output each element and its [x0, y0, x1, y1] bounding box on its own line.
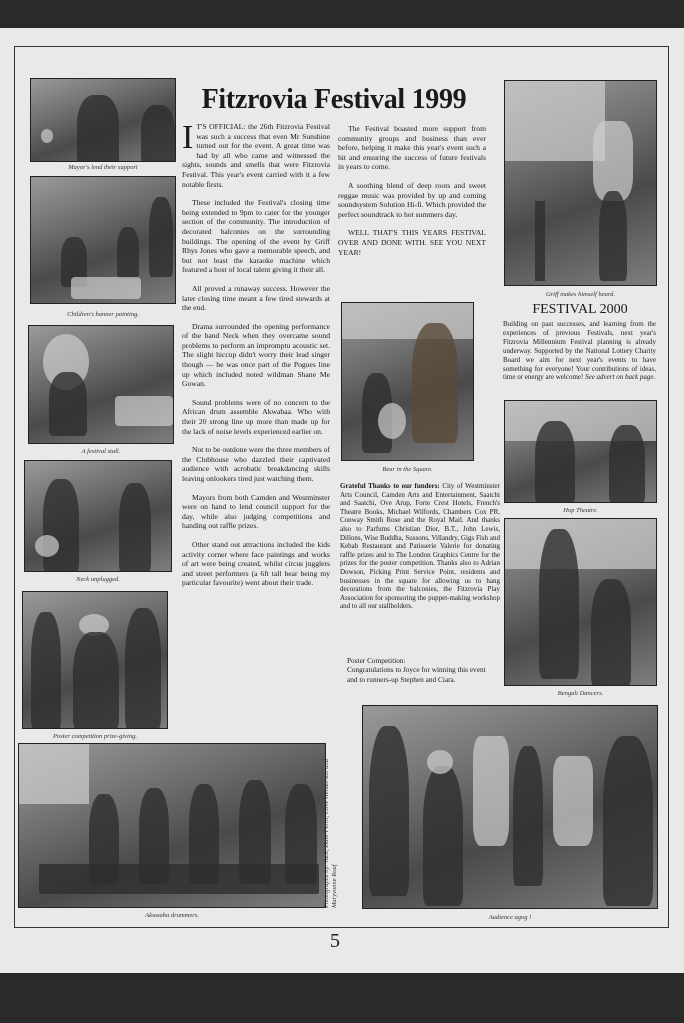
article-column-1	[182, 119, 330, 597]
photo-credit: Photographs by: Jack, Dave Ferro, Clive Henderson and Maryvonne Rouf	[323, 758, 338, 908]
caption-griff: Griff makes himself heard.	[545, 291, 616, 298]
photo-griff	[504, 80, 657, 286]
caption-mayors: Mayor's lend their support	[68, 164, 138, 171]
photo-akwaaba-drummers	[18, 743, 326, 908]
caption-hop-theatre: Hop Theatre.	[563, 507, 598, 514]
article-paragraph: The Festival boasted more support from community groups and business than ever before, helping it make this year's event such a hit and ensuring the success of future festivals in years to come.	[338, 124, 486, 172]
caption-poster-prize-giving: Poster competition prize-giving.	[53, 733, 137, 740]
poster-competition-body: Congratulations to Joyce for winning this event and to runners-up Stephen and Ciara.	[347, 665, 486, 684]
page-number: 5	[330, 930, 340, 952]
photo-hop-theatre	[504, 400, 657, 503]
article-paragraph: Sound problems were of no concern to the African drum assemble Akwabaa. Who with their 20 strong line up more than made up for the lack of noise levels experienced earlier on.	[182, 397, 330, 436]
article-paragraph: A soothing blend of deep roots and sweet reggae music was provided by up and coming soundsystem Solution Hi-fi. Which provided the perfect soundtrack to hot summers day.	[338, 180, 486, 219]
photo-audience	[362, 705, 658, 909]
article-column-2	[338, 124, 486, 266]
festival-2000-body	[503, 320, 656, 382]
caption-akwaaba-drummers: Akwaaba drummers.	[145, 912, 199, 919]
caption-festival-stall: A festival stall.	[81, 448, 121, 455]
article-paragraph: I T'S OFFICIAL: the 26th Fitzrovia Festival was such a success that even Mr Sunshine turned out for the event. A great time was had by all who came and witnessed the sights, sounds and smells that were Fitzrovia Festival. This year's event carried with it a few notable firsts.	[182, 119, 330, 189]
funders-thanks	[340, 482, 500, 611]
photo-poster-prize-giving	[22, 591, 168, 729]
funders-thanks-lead: Grateful Thanks to our funders:	[340, 482, 440, 490]
festival-2000-heading: FESTIVAL 2000	[532, 302, 628, 317]
article-paragraph: WELL THAT'S THIS YEARS FESTIVAL OVER AND DONE WITH. SEE YOU NEXT YEAR!	[338, 228, 486, 257]
article-paragraph: Other stand out attractions included the kids activity corner where face paintings and works of art were being created, whilst circus jugglers and street performers (a 6ft tall bear being my particular favourite) went about their trade.	[182, 539, 330, 588]
funders-thanks-body: City of Westminster Arts Council, Camden Arts and Entertainment, Saatchi and Saatchi, Ove Arup, Forte Crest Hotels, French's Theatre Books, Michael Wilfords, Chambers Cox PR, Conway Smith Rose and the Royal Mail. And thanks also to Parfums Christian Dior, B.T., John Lewis, Dillons, Wise Buddha, Sussons, Villandry, Gigs Fish and Kebab Restaurant and Patisserie Valerie for donating raffle prizes and to The London Graphics Centre for the prizes for the poster competition. Thanks also to Adrian Dowson, Picking Print Service Point, residents and businesses in the square for allowing us to hang decorations from the balconies, the Fitzrovia Play Association for sponsoring the puppet-making workshop and to all our stallholders.	[340, 482, 500, 611]
caption-bear-in-square: Bear in the Square.	[382, 466, 433, 473]
photo-banner-painting	[30, 176, 176, 304]
poster-competition	[347, 656, 497, 684]
article-paragraph: All proved a runaway success. However the later closing time meant a few tired stewards at the end.	[182, 283, 330, 313]
caption-audience: Audience agog !	[488, 914, 532, 921]
festival-2000-text: Building on past successes, and learning from the experiences of previous Festivals, next year's Fitzrovia Millennium Festival planning is already underway. Supported by the National Lottery Charity Board we aim for next year's events to have something for everyone! Your contributions of ideas, time or energy are welcome!	[503, 320, 656, 382]
article-paragraph: Not to be outdone were the three members of the Clubhouse who dazzled their captivated audience with acrobatic breakdancing skills leaving onlookers tired just watching them.	[182, 445, 330, 483]
article-paragraph: These included the Festival's closing time being extended to 9pm to cater for the younger section of the community. The introduction of decorated balconies on the surrounding buildings. The opening of the event by Griff Rhys Jones who gave a memorable speech, and but not least the karaoke machine which featured a host of local talent giving it their all.	[182, 198, 330, 275]
caption-banner-painting: Children's banner painting.	[67, 311, 139, 318]
caption-bengali-dancers: Bengali Dancers.	[557, 690, 604, 697]
festival-2000-advert-note: See advert on back page.	[585, 373, 656, 382]
photo-bear-in-square	[341, 302, 474, 461]
article-paragraph: Drama surrounded the opening performance of the band Neck when they overcame sound problems to perform an impromptu acoustic set. The slight hiccup didn't worry their lead singer though — he was once part of the Pogues line up which included noted wildman Shane Me Gowan.	[182, 321, 330, 389]
article-title: Fitzrovia Festival 1999	[201, 84, 467, 115]
article-paragraph: Mayors from both Camden and Westminster were on hand to lend council support for the day, while also judging competitions and handing out raffle prizes.	[182, 492, 330, 531]
poster-competition-heading: Poster Competition:	[347, 656, 406, 665]
drop-cap: I	[182, 119, 194, 156]
photo-bengali-dancers	[504, 518, 657, 686]
caption-neck-unplugged: Neck unplugged.	[76, 576, 120, 583]
photo-neck-unplugged	[24, 460, 172, 572]
photo-mayors	[30, 78, 176, 162]
photo-festival-stall	[28, 325, 174, 444]
